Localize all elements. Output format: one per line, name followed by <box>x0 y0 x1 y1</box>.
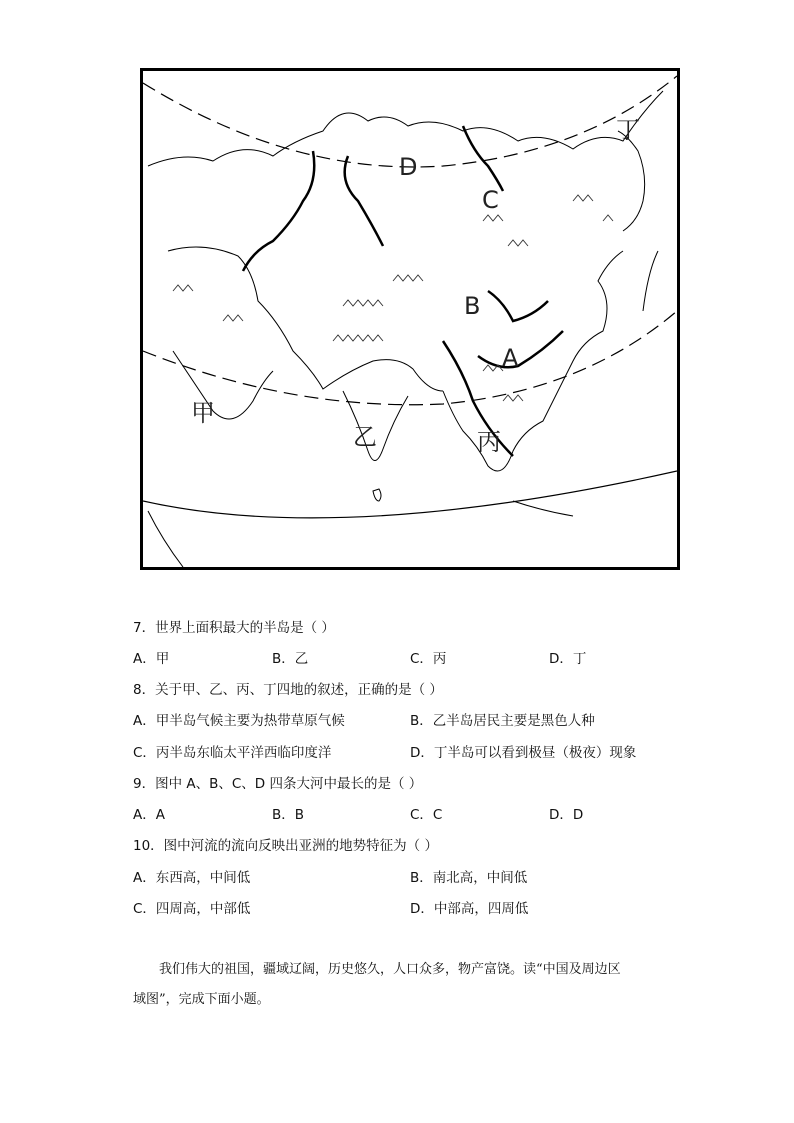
river-d <box>345 156 383 246</box>
question-10-option-d[interactable]: D．中部高，四周低 <box>410 901 529 917</box>
label-peninsula-jia: 甲 <box>191 399 215 427</box>
asia-map <box>140 68 680 570</box>
label-river-d: D <box>399 153 418 181</box>
equator-line <box>143 471 677 518</box>
label-river-c: C <box>482 186 499 214</box>
question-8-option-c[interactable]: C．丙半岛东临太平洋西临印度洋 <box>133 745 332 761</box>
question-8-stem: 8．关于甲、乙、丙、丁四地的叙述，正确的是（ ） <box>133 682 443 698</box>
question-7-option-a[interactable]: A．甲 <box>133 651 170 667</box>
question-9-stem: 9．图中 A、B、C、D 四条大河中最长的是（ ） <box>133 776 423 792</box>
label-river-b: B <box>464 292 481 320</box>
river-boundary <box>243 151 314 271</box>
question-7-option-b[interactable]: B．乙 <box>272 651 309 667</box>
label-peninsula-bing: 丙 <box>477 428 501 456</box>
question-8-option-a[interactable]: A．甲半岛气候主要为热带草原气候 <box>133 713 345 729</box>
label-peninsula-ding: 丁 <box>616 116 640 144</box>
question-9-option-c[interactable]: C．C <box>410 807 443 823</box>
question-9-option-a[interactable]: A．A <box>133 807 165 823</box>
mountain-symbols <box>173 195 613 401</box>
label-river-a: A <box>502 344 519 372</box>
question-8-option-b[interactable]: B．乙半岛居民主要是黑色人种 <box>410 713 595 729</box>
intro-line-1: 我们伟大的祖国，疆域辽阔，历史悠久，人口众多，物产富饶。读“中国及周边区 <box>159 962 621 977</box>
question-10-option-a[interactable]: A．东西高，中间低 <box>133 870 251 886</box>
question-10-option-c[interactable]: C．四周高，中部低 <box>133 901 251 917</box>
river-a <box>478 331 563 367</box>
question-10-option-b[interactable]: B．南北高，中间低 <box>410 870 528 886</box>
question-9-option-b[interactable]: B．B <box>272 807 305 823</box>
tropic-line <box>143 311 677 405</box>
label-peninsula-yi: 乙 <box>353 423 377 451</box>
question-7-option-d[interactable]: D．丁 <box>549 651 587 667</box>
question-10-stem: 10．图中河流的流向反映出亚洲的地势特征为（ ） <box>133 838 438 854</box>
intro-line-2: 域图”，完成下面小题。 <box>133 992 270 1007</box>
question-7-stem: 7．世界上面积最大的半岛是（ ） <box>133 620 335 636</box>
question-8-option-d[interactable]: D．丁半岛可以看到极昼（极夜）现象 <box>410 745 637 761</box>
river-b <box>488 291 548 321</box>
intro-paragraph <box>133 955 673 1015</box>
question-9-option-d[interactable]: D．D <box>549 807 584 823</box>
question-7-option-c[interactable]: C．丙 <box>410 651 447 667</box>
asia-map-drawing <box>143 71 677 567</box>
